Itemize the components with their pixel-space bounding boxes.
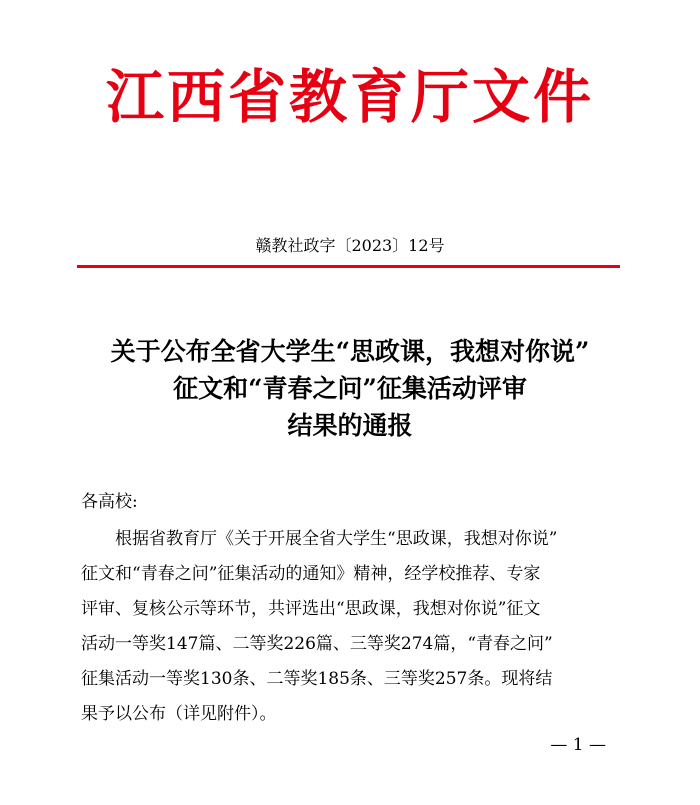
body-line-5: 征集活动一等奖130条、二等奖185条、三等奖257条。现将结: [81, 669, 553, 689]
notice-title-line-1: 关于公布全省大学生“思政课，我想对你说”: [110, 337, 590, 366]
document-number: 赣教社政字〔2023〕12号: [255, 236, 445, 255]
salutation: 各高校:: [81, 492, 138, 512]
body-line-6: 果予以公布（详见附件）。: [81, 704, 277, 724]
page-number: — 1 —: [550, 735, 606, 755]
document-header-title: 江西省教育厅文件: [105, 63, 594, 131]
red-divider-line: [77, 265, 620, 268]
notice-title-line-2: 征文和“青春之问”征集活动评审: [173, 374, 527, 403]
body-line-1: 根据省教育厅《关于开展全省大学生“思政课，我想对你说”: [115, 529, 558, 549]
body-line-3: 评审、复核公示等环节，共评选出“思政课，我想对你说”征文: [81, 599, 541, 619]
body-line-4: 活动一等奖147篇、二等奖226篇、三等奖274篇，“青春之问”: [81, 634, 553, 654]
notice-title-line-3: 结果的通报: [287, 411, 413, 440]
body-paragraph: [81, 522, 621, 732]
notice-title: [0, 333, 700, 444]
body-line-2: 征文和“青春之问”征集活动的通知》精神，经学校推荐、专家: [81, 564, 541, 584]
